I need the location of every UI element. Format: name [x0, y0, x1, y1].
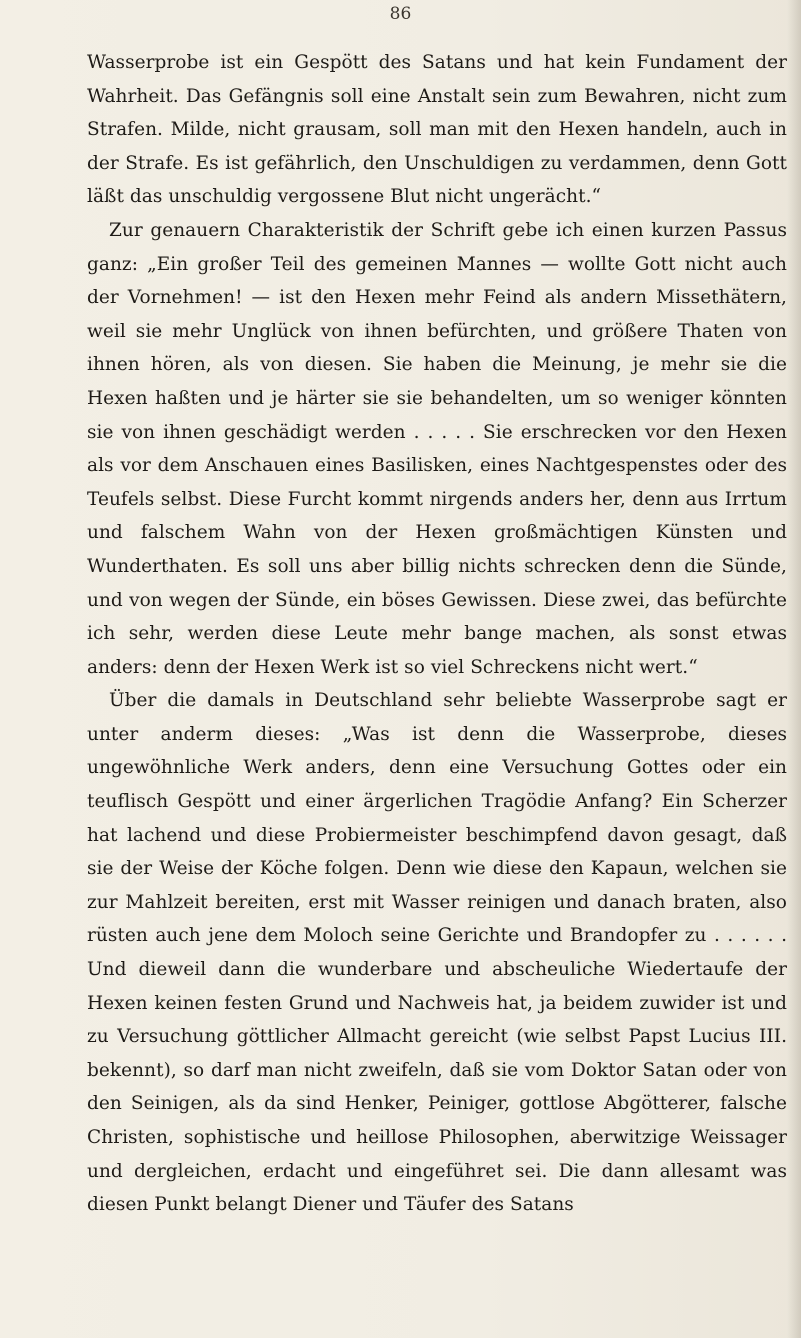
body-text — [87, 46, 787, 1222]
paragraph-1: Wasserprobe ist ein Gespött des Satans und hat kein Fundament der Wahrheit. Das Gefängnis soll eine Anstalt sein zum Bewahren, nicht zum Strafen. Milde, nicht grausam, soll man mit den Hexen handeln, auch in der Strafe. Es ist gefährlich, den Unschuldigen zu verdammen, denn Gott läßt das unschuldig vergossene Blut nicht ungerächt.“ — [87, 52, 787, 208]
paragraph-2: Zur genauern Charakteristik der Schrift gebe ich einen kurzen Passus ganz: „Ein großer Teil des gemeinen Mannes — wollte Gott nicht auch der Vornehmen! — ist den Hexen mehr Feind als andern Missethätern, weil sie mehr Unglück von ihnen befürchten, und größere Thaten von ihnen hören, als von diesen. Sie haben die Meinung, je mehr sie die Hexen haßten und je härter sie sie behandelten, um so weniger könnten sie von ihnen geschädigt werden . . . . . Sie erschrecken vor den Hexen als vor dem Anschauen eines Basiliskеn, eines Nachtgespenstes oder des Teufels selbst. Diese Furcht kommt nirgends anders her, denn aus Irrtum und falschem Wahn von der Hexen großmächtigen Künsten und Wunderthaten. Es soll uns aber billig nichts schrecken denn die Sünde, und von wegen der Sünde, ein böses Gewissen. Diese zwei, das befürchte ich sehr, werden diese Leute mehr bange machen, als sonst etwas anders: denn der Hexen Werk ist so viel Schreckens nicht wert.“ — [87, 219, 787, 678]
paragraph-3: Über die damals in Deutschland sehr beliebte Wasserprobe sagt er unter anderm dieses: „Was ist denn die Wasserprobe, dieses ungewöhnliche Werk anders, denn eine Versuchung Gottes oder ein teuflisch Gespött und einer ärgerlichen Tragödie Anfang? Ein Scherzer hat lachend und diese Probiermeister beschimpfend davon gesagt, daß sie der Weise der Köche folgen. Denn wie diese den Kapaun, welchen sie zur Mahlzeit bereiten, erst mit Wasser reinigen und danach braten, also rüsten auch jene dem Moloch seine Gerichte und Brandopfer zu . . . . . . Und dieweil dann die wunderbare und abscheuliche Wiedertaufe der Hexen keinen festen Grund und Nachweis hat, ja beidem zuwider ist und zu Versuchung göttlicher Allmacht gereicht (wie selbst Papst Lucius III. bekennt), so darf man nicht zweifeln, daß sie vom Doktor Satan oder von den Seinigen, als da sind Henker, Peiniger, gottlose Abgötterer, falsche Christen, sophistische und heillose Philosophen, aberwitzige Weissager und dergleichen, erdacht und eingeführet sei. Die dann allesamt was diesen Punkt belangt Diener und Täufer des Satans — [87, 690, 787, 1216]
page-edge-shadow — [787, 0, 801, 1338]
page-number: 86 — [389, 4, 412, 24]
